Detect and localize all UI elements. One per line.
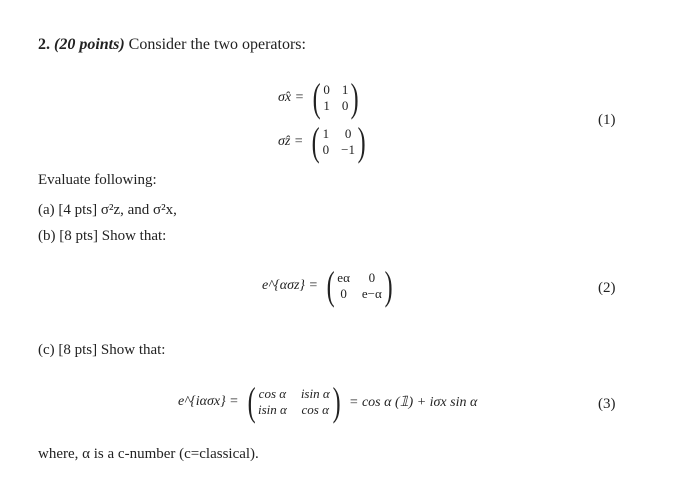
equation-sigma-x	[278, 75, 362, 120]
matrix-cell: 1	[323, 98, 330, 113]
sigma-x-lhs: σ̂x =	[278, 90, 305, 105]
eq3-matrix: ( cos α isin α isin α cos α )	[247, 379, 341, 424]
matrix-cell: cos α	[258, 386, 287, 401]
matrix-cell: 1	[322, 126, 330, 141]
matrix-cell: −1	[341, 142, 355, 157]
matrix-cell: 0	[322, 142, 330, 157]
equation-number-3: (3)	[598, 396, 616, 412]
eq2-matrix: ( eα 0 0 e−α )	[326, 263, 393, 308]
matrix-cell: 0	[340, 286, 347, 301]
question-points: (20 points)	[54, 36, 125, 53]
equation-3	[178, 379, 478, 424]
matrix-cell: 0	[344, 126, 352, 141]
part-a: (a) [4 pts] σ²z, and σ²x,	[38, 202, 177, 218]
sigma-z-matrix: ( 1 0 0 −1 )	[311, 119, 366, 164]
question-header	[38, 36, 306, 54]
footer-note: where, α is a c-number (c=classical).	[38, 446, 259, 462]
eq2-lhs: e^{ασz} =	[262, 278, 318, 293]
matrix-cell: e−α	[361, 286, 382, 301]
matrix-cell: 0	[368, 270, 376, 285]
matrix-cell: 0	[341, 98, 349, 113]
sigma-z-lhs: σ̂z =	[278, 134, 304, 149]
matrix-cell: cos α	[301, 402, 329, 417]
question-number: 2.	[38, 36, 50, 53]
equation-2	[262, 263, 395, 308]
eq3-lhs: e^{iασx} =	[178, 394, 239, 409]
matrix-cell: isin α	[257, 402, 287, 417]
equation-number-2: (2)	[598, 280, 616, 296]
matrix-cell: 0	[323, 82, 330, 97]
part-c: (c) [8 pts] Show that:	[38, 342, 166, 358]
evaluate-heading: Evaluate following:	[38, 172, 157, 188]
matrix-cell: isin α	[300, 386, 330, 401]
eq3-rhs: = cos α (𝟙) + iσx sin α	[349, 394, 478, 410]
equation-number-1: (1)	[598, 112, 616, 128]
part-b: (b) [8 pts] Show that:	[38, 228, 167, 244]
matrix-cell: eα	[337, 270, 350, 285]
matrix-cell: 1	[341, 82, 349, 97]
sigma-x-matrix: ( 0 1 1 0 )	[312, 75, 360, 120]
equation-sigma-z	[278, 119, 368, 164]
question-text: Consider the two operators:	[128, 36, 306, 53]
